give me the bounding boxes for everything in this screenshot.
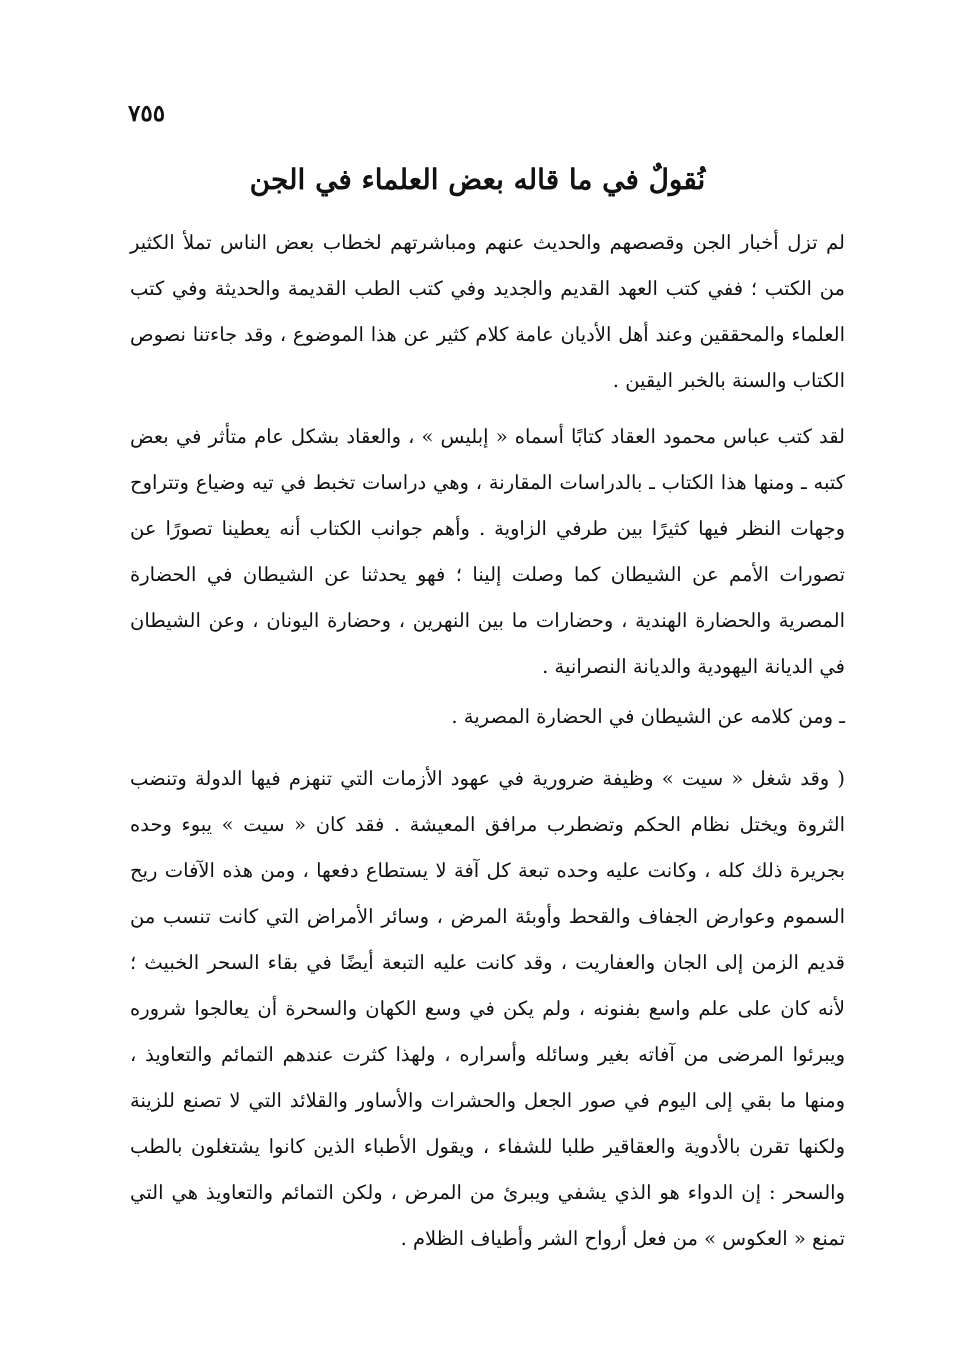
quote-paragraph xyxy=(130,756,845,1262)
paragraph-text: لم تزل أخبار الجن وقصصهم والحديث عنهم ومباشرتهم لخطاب بعض الناس تملأ الكثير من الكتب ؛ ففي كتب العهد القديم والجديد وفي كتب الطب القديمة والحديثة وفي كتب العلماء والمحققين وعند أهل الأديان عامة كلام كثير عن هذا الموضوع ، وقد جاءتنا نصوص الكتاب والسنة بالخبر اليقين . xyxy=(130,231,845,392)
lead-in-paragraph xyxy=(130,694,845,740)
page-title: نُقولٌ في ما قاله بعض العلماء في الجن xyxy=(249,163,706,196)
paragraph-text: ( وقد شغل « سيت » وظيفة ضرورية في عهود الأزمات التي تنهزم فيها الدولة وتنضب الثروة ويختل نظام الحكم وتضطرب مرافق المعيشة . فقد كان « سيت » يبوء وحده بجريرة ذلك كله ، وكانت عليه وحده تبعة كل آفة لا يستطاع دفعها ، ومن هذه الآفات ريح السموم وعوارض الجفاف والقحط وأوبئة المرض ، وسائر الأمراض التي كانت تنسب من قديم الزمن إلى الجان والعفاريت ، وقد كانت عليه التبعة أيضًا في بقاء السحر الخبيث ؛ لأنه كان على علم واسع بفنونه ، ولم يكن في وسع الكهان والسحرة أن يعالجوا شروره ويبرئوا المرضى من آفاته بغير وسائله وأسراره ، ولهذا كثرت عندهم التمائم والتعاويذ ، ومنها ما بقي إلى اليوم في صور الجعل والحشرات والأساور والقلائد التي لا تصنع للزينة ولكنها تقرن بالأدوية والعقاقير طلبا للشفاء ، ويقول الأطباء الذين كانوا يشتغلون بالطب والسحر : إن الدواء هو الذي يشفي ويبرئ من المرض ، ولكن التمائم والتعاويذ هي التي تمنع « العكوس » من فعل أرواح الشر وأطياف الظلام . xyxy=(130,767,845,1250)
page-number: ٧٥٥ xyxy=(128,100,166,127)
paragraph-text: لقد كتب عباس محمود العقاد كتابًا أسماه « إبليس » ، والعقاد بشكل عام متأثر في بعض كتبه ـ ومنها هذا الكتاب ـ بالدراسات المقارنة ، وهي دراسات تخبط في تيه وضياع وتتراوح وجهات النظر فيها كثيرًا بين طرفي الزاوية . وأهم جوانب الكتاب أنه يعطينا تصورًا عن تصورات الأمم عن الشيطان كما وصلت إلينا ؛ فهو يحدثنا عن الشيطان في الحضارة المصرية والحضارة الهندية ، وحضارات ما بين النهرين ، وحضارة اليونان ، وعن الشيطان في الديانة اليهودية والديانة النصرانية . xyxy=(130,425,845,678)
paragraph-text: ـ ومن كلامه عن الشيطان في الحضارة المصرية . xyxy=(451,705,845,728)
aqqad-paragraph xyxy=(130,414,845,690)
intro-paragraph xyxy=(130,220,845,404)
